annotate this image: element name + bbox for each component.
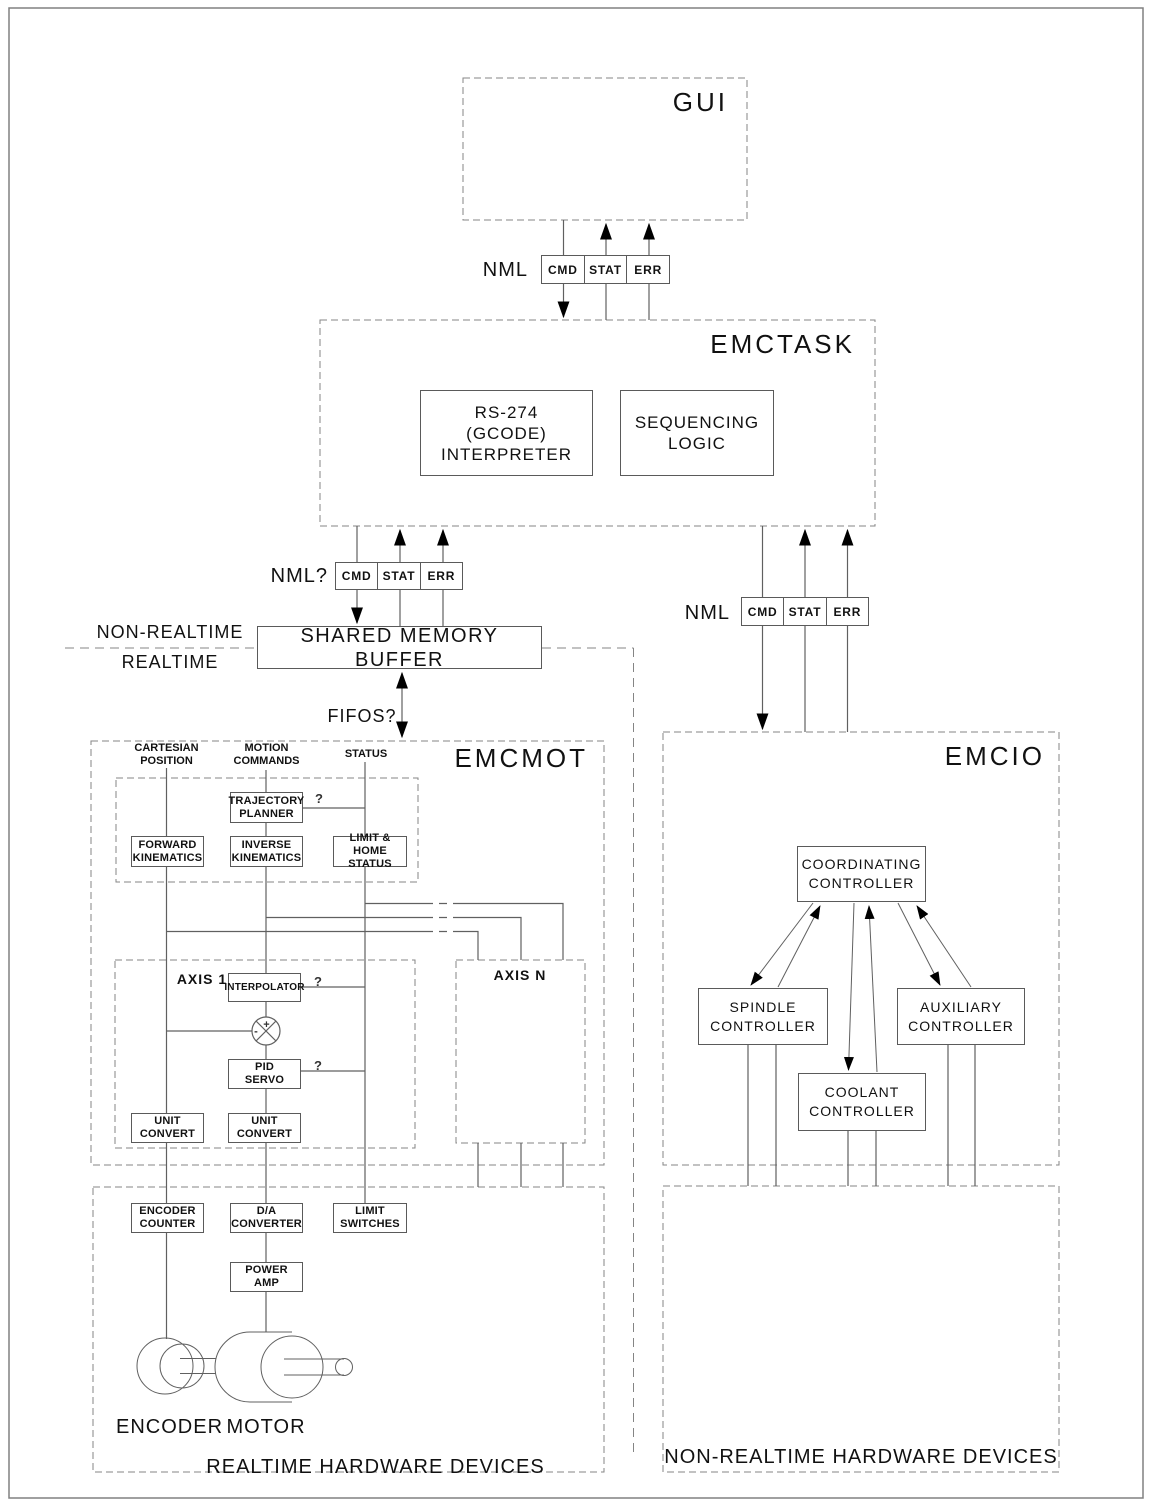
gui-title: GUI: [672, 87, 728, 117]
hardware-drawings: [137, 1332, 353, 1402]
coord-to-spindle-arrow: [751, 903, 813, 985]
label-line: PLANNER: [239, 807, 294, 820]
cartesian-position-label: [121, 742, 212, 768]
nml-io-label: NML: [684, 602, 730, 624]
emctask-title: EMCTASK: [710, 329, 855, 359]
unit-convert-middle-box: [228, 1113, 301, 1143]
label-line: COORDINATING: [801, 856, 922, 872]
nml-task-cells: [335, 562, 463, 590]
encoder-drawing-label: ENCODER: [116, 1416, 224, 1438]
shared-memory-buffer-box: [257, 626, 542, 669]
rs274-interpreter-box: [420, 390, 593, 476]
label-line: LIMIT & HOME: [349, 832, 391, 857]
da-converter-box: [230, 1203, 303, 1233]
limit-switches-box: [333, 1203, 407, 1233]
emcio-title: EMCIO: [944, 741, 1045, 771]
label-line: INTERPOLATOR: [224, 981, 305, 993]
emcmot-outline: [91, 741, 604, 1165]
label-line: POSITION: [140, 755, 193, 767]
nml-io-err-cell: ERR: [826, 598, 868, 625]
nml-task-err-cell: ERR: [420, 563, 462, 589]
summing-junction: [252, 1017, 280, 1045]
motion-branch-b: [455, 918, 521, 961]
label-line: LIMIT: [355, 1205, 385, 1217]
nml-task-label: NML?: [270, 565, 328, 587]
coord-to-coolant-arrow: [849, 903, 855, 1070]
coolant-controller-box: [798, 1073, 926, 1131]
label-line: MOTION: [244, 742, 289, 754]
nml-gui-err-cell: ERR: [626, 256, 669, 283]
inverse-kinematics-box: [230, 836, 303, 867]
realtime-hw-title: REALTIME HARDWARE DEVICES: [206, 1456, 545, 1478]
nml-gui-cmd-cell: CMD: [547, 262, 578, 277]
label-line: D/A: [256, 1205, 277, 1217]
axisn-label: AXIS N: [493, 967, 547, 983]
label-line: KINEMATICS: [132, 851, 203, 864]
label-line: SPINDLE: [729, 998, 797, 1015]
label-line: UNIT: [154, 1115, 181, 1127]
nml-io-lines: [763, 526, 848, 732]
auxiliary-controller-box: [897, 988, 1025, 1045]
label-line: CONVERTER: [231, 1218, 302, 1230]
label-line: SEQUENCING: [634, 413, 760, 432]
non-realtime-hw-title: NON-REALTIME HARDWARE DEVICES: [664, 1446, 1058, 1468]
nml-io-cmd-cell: CMD: [747, 604, 778, 619]
motor-drawing-label: MOTOR: [226, 1416, 306, 1438]
spindle-controller-box: [698, 988, 828, 1045]
pid-question-mark: ?: [314, 1058, 322, 1073]
label-line: COMMANDS: [233, 755, 300, 767]
label-line: CONTROLLER: [808, 875, 915, 891]
label-line: TRAJECTORY: [228, 794, 305, 807]
encoder-face-circle: [160, 1344, 204, 1388]
nml-gui-cells: [541, 255, 670, 284]
label-line: (GCODE): [466, 423, 547, 443]
power-amp-box: [230, 1262, 303, 1292]
spindle-to-coord-arrow: [778, 906, 820, 987]
motor-shaft-end: [336, 1359, 353, 1376]
non-realtime-hw-outline: [663, 1186, 1059, 1472]
pid-servo-box: [228, 1059, 301, 1089]
status-column-label: STATUS: [344, 748, 388, 760]
label-line: CONTROLLER: [908, 1017, 1014, 1034]
trajectory-question-mark: ?: [315, 791, 323, 806]
motor-face-circle: [261, 1336, 323, 1398]
sum-minus-sign: -: [254, 1025, 258, 1038]
unit-convert-left-box: [131, 1113, 204, 1143]
nml-gui-label: NML: [482, 259, 528, 281]
label-line: LOGIC: [668, 434, 726, 453]
nml-task-cmd-cell: CMD: [341, 569, 372, 583]
axisn-outline: [456, 960, 585, 1143]
label-line: COOLANT: [824, 1084, 900, 1100]
label-line: STATUS: [348, 858, 392, 870]
motor-body: [215, 1332, 292, 1402]
label-line: KINEMATICS: [231, 851, 302, 864]
sequencing-logic-box: [620, 390, 774, 476]
encoder-counter-box: [131, 1203, 204, 1233]
motion-commands-label: [221, 742, 312, 768]
realtime-divider-label: REALTIME: [121, 652, 219, 672]
label-line: ENCODER: [139, 1205, 196, 1217]
label-line: POWER: [245, 1264, 288, 1276]
coordinating-controller-box: [797, 846, 926, 902]
label-line: SERVO: [244, 1074, 285, 1086]
interpolator-question-mark: ?: [314, 974, 322, 989]
label-line: CARTESIAN: [134, 742, 199, 754]
sum-plus-sign: +: [263, 1019, 270, 1031]
coord-to-auxiliary-arrow: [898, 903, 940, 985]
fifos-label: FIFOS?: [327, 706, 397, 726]
limit-home-status-box: [333, 832, 407, 870]
label-line: FORWARD: [138, 838, 197, 851]
nml-gui-stat-cell: STAT: [584, 256, 627, 283]
label-line: SHARED MEMORY BUFFER: [300, 624, 499, 671]
axis1-label: AXIS 1: [176, 971, 228, 987]
cartesian-branch-b: [455, 932, 478, 961]
encoder-body-circle: [137, 1338, 193, 1394]
trajectory-planner-box: [230, 792, 303, 823]
non-realtime-divider-label: NON-REALTIME: [96, 622, 244, 642]
label-line: COUNTER: [139, 1218, 196, 1230]
interpolator-box: [224, 973, 305, 1002]
label-line: CONVERT: [139, 1128, 196, 1140]
nml-io-cells: [741, 597, 869, 626]
label-line: INVERSE: [241, 838, 292, 851]
label-line: INTERPRETER: [441, 444, 572, 464]
label-line: CONTROLLER: [809, 1103, 915, 1119]
label-line: AUXILIARY: [920, 998, 1002, 1015]
nml-io-stat-cell: STAT: [783, 598, 825, 625]
forward-kinematics-box: [131, 836, 204, 867]
label-line: CONTROLLER: [710, 1017, 816, 1034]
coolant-to-coord-arrow: [869, 906, 877, 1072]
label-line: UNIT: [251, 1115, 278, 1127]
label-line: PID: [255, 1061, 274, 1073]
label-line: AMP: [253, 1277, 280, 1289]
nml-task-stat-cell: STAT: [377, 563, 419, 589]
emcmot-title: EMCMOT: [454, 743, 588, 773]
auxiliary-to-coord-arrow: [917, 906, 971, 987]
label-line: CONVERT: [236, 1128, 293, 1140]
label-line: RS-274: [474, 402, 539, 422]
label-line: SWITCHES: [340, 1218, 400, 1230]
